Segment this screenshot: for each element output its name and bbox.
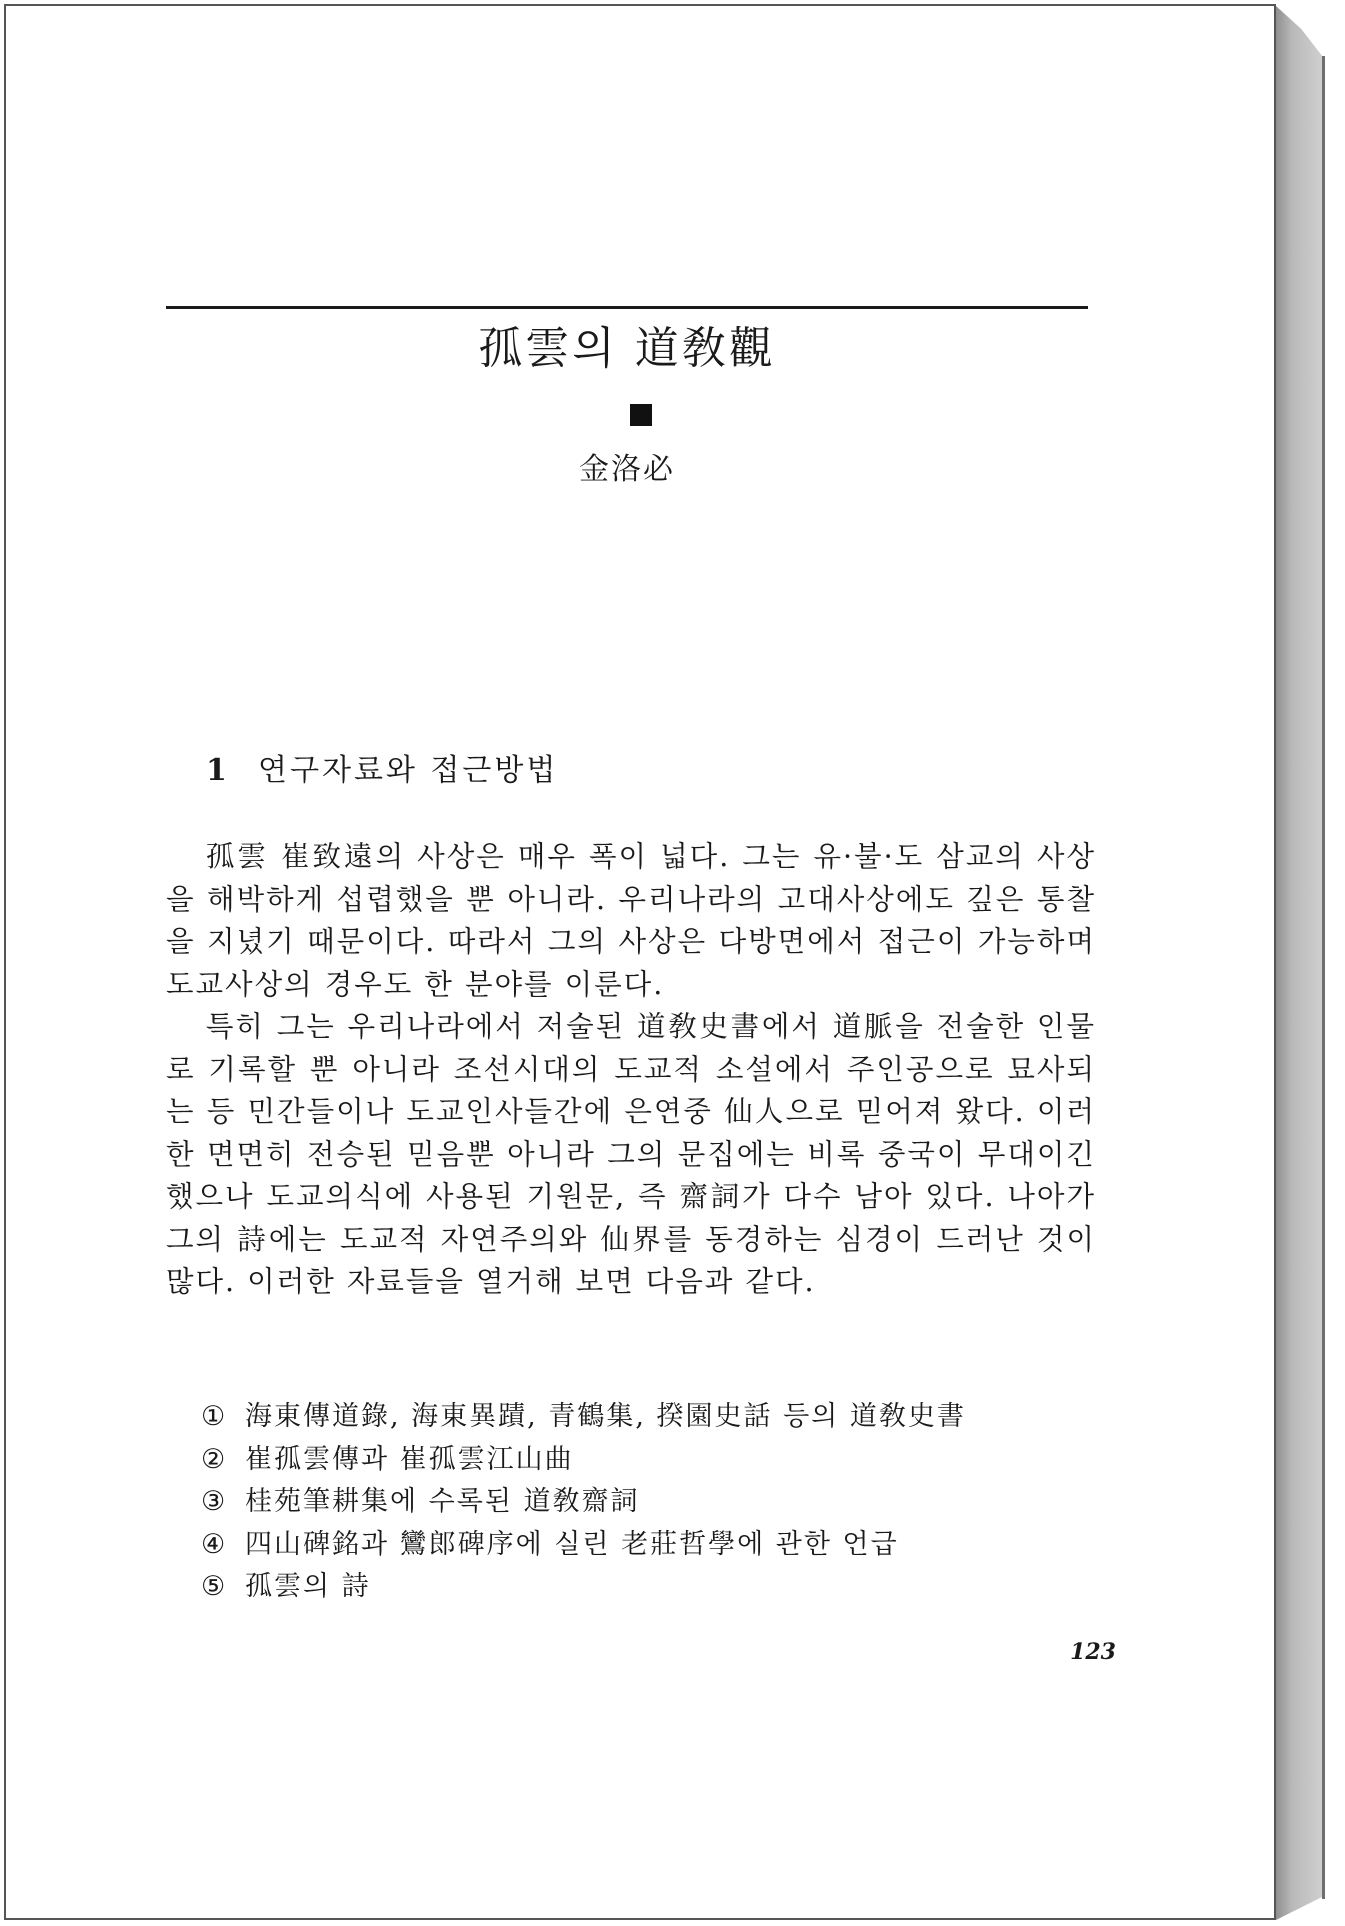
source-marker: ④ (201, 1528, 228, 1560)
source-text: 崔孤雲傳과 崔孤雲江山曲 (245, 1443, 574, 1475)
section-title: 연구자료와 접근방법 (258, 753, 559, 788)
source-item (201, 1524, 1101, 1567)
author-name: 金洛必 (579, 452, 675, 487)
body-text (166, 836, 1096, 1304)
source-text: 孤雲의 詩 (245, 1571, 371, 1602)
source-text: 海東傳道錄, 海東異蹟, 青鶴集, 揆園史話 등의 道敎史書 (245, 1401, 966, 1432)
page-edge-line (1322, 56, 1325, 1899)
section-heading (206, 746, 1006, 796)
source-marker: ③ (201, 1486, 228, 1517)
source-marker: ① (201, 1401, 228, 1432)
paragraph: 특히 그는 우리나라에서 저술된 道敎史書에서 道脈을 전술한 인물로 기록할 뿐 아니라 조선시대의 도교적 소설에서 주인공으로 묘사되는 등 민간들이나 도교인사들간에 은연중 仙人으로 믿어져 왔다. 이러한 면면히 전승된 믿음뿐 아니라 그의 문집에는 비록 중국이 무대이긴 했으나 도교의식에 사용된 기원문, 즉 齋詞가 다수 남아 있다. 나아가 그의 詩에는 도교적 자연주의와 仙界를 동경하는 심경이 드러난 것이 많다. 이러한 자료들을 열거해 보면 다음과 같다. (166, 1010, 1096, 1298)
source-item (201, 1481, 1101, 1524)
source-text: 桂苑筆耕集에 수록된 道敎齋詞 (245, 1486, 640, 1517)
page-edge (1276, 6, 1322, 1920)
article-title: 孤雲의 道敎觀 (478, 323, 776, 374)
title-ornament (630, 404, 652, 426)
source-list (201, 1396, 1101, 1609)
source-marker: ⑤ (201, 1571, 228, 1602)
source-item (201, 1566, 1101, 1609)
section-number: 1 (206, 753, 230, 788)
source-text: 四山碑銘과 鸞郎碑序에 실린 老莊哲學에 관한 언급 (245, 1528, 899, 1560)
page-number: 123 (1070, 1639, 1116, 1665)
source-marker: ② (201, 1443, 228, 1475)
source-item (201, 1439, 1101, 1482)
source-item (201, 1396, 1101, 1439)
page (4, 4, 1276, 1920)
paragraph: 孤雲 崔致遠의 사상은 매우 폭이 넓다. 그는 유·불·도 삼교의 사상을 해박하게 섭렵했을 뿐 아니라. 우리나라의 고대사상에도 깊은 통찰을 지녔기 때문이다. 따라서 그의 사상은 다방면에서 접근이 가능하며 도교사상의 경우도 한 분야를 이룬다. (166, 840, 1096, 1001)
title-rule (166, 306, 1088, 309)
